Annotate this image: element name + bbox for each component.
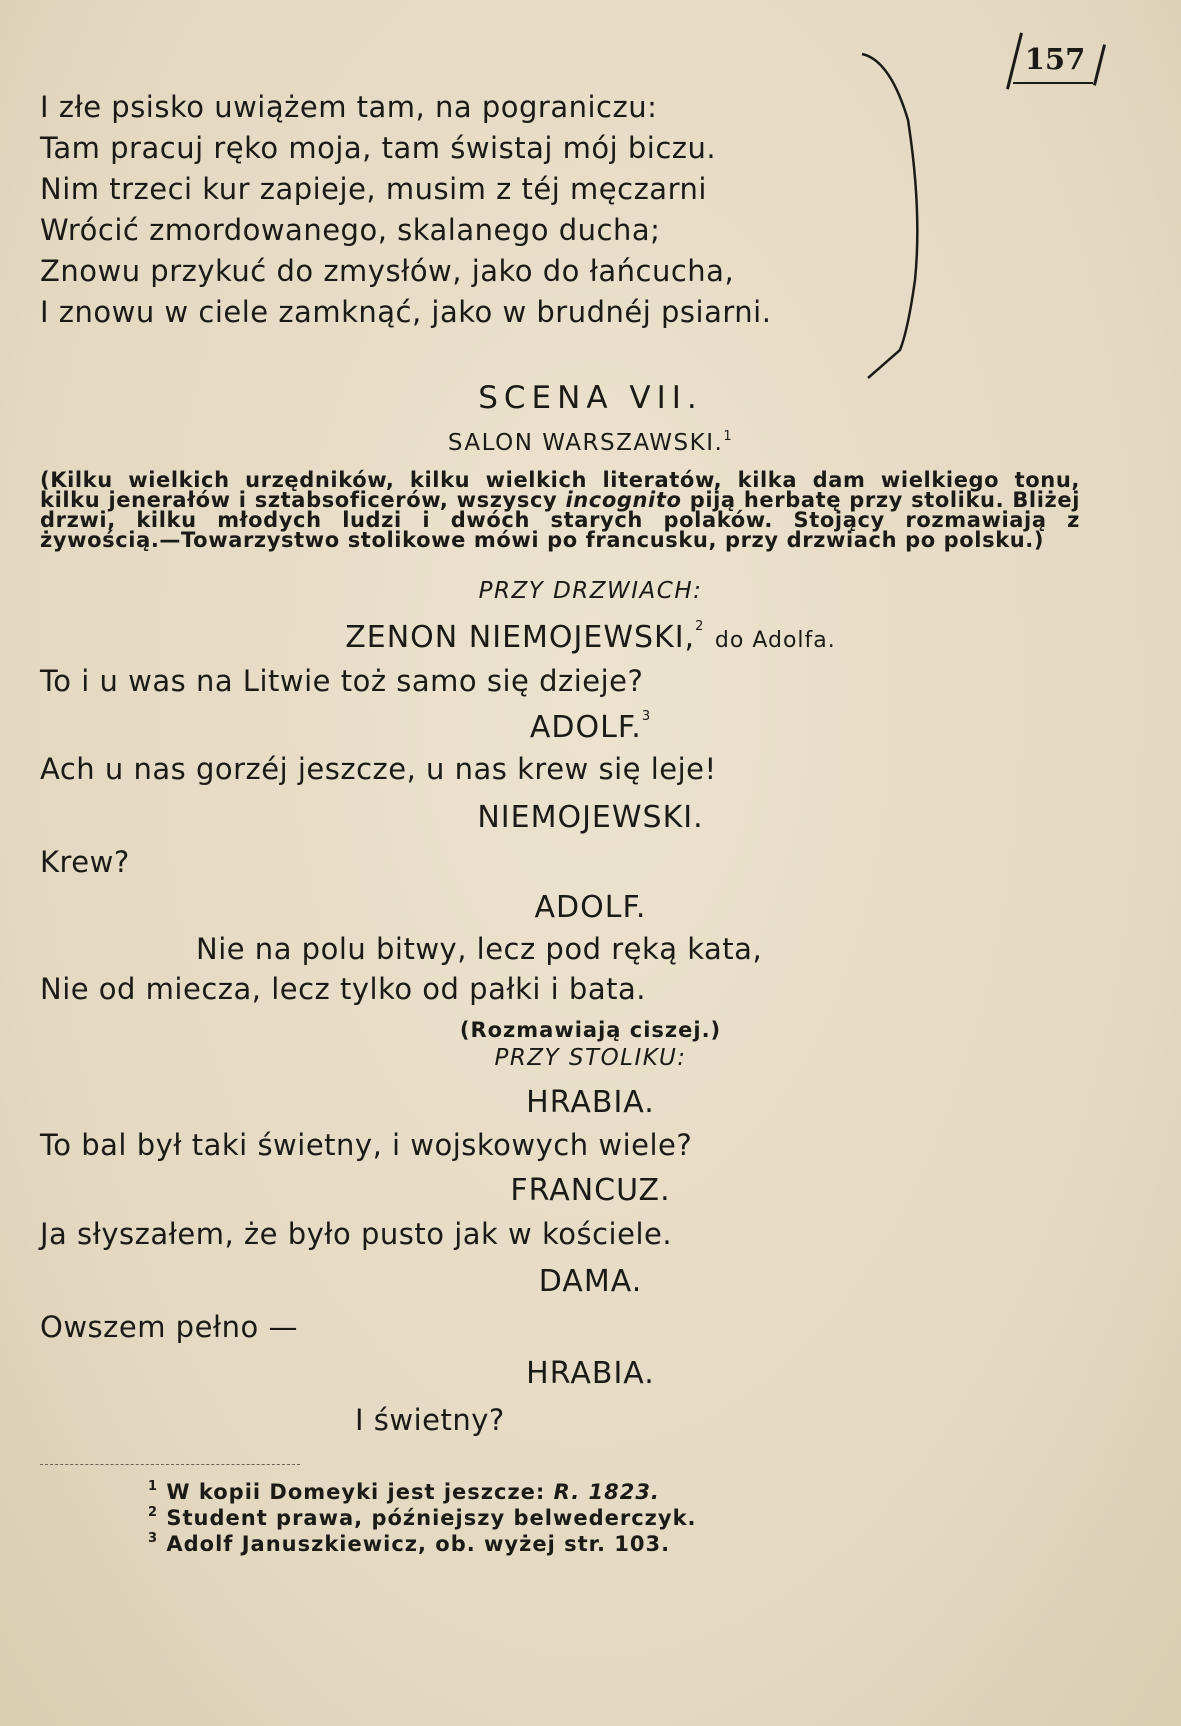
line-dama: Owszem pełno — (40, 1310, 299, 1344)
section-table: PRZY STOLIKU: (494, 1045, 687, 1071)
stage-direction-text-2: piją herbatę przy stoliku. Bliżej drzwi, kilku młodych ludzi i dwóch starych polaków. Stojący rozmawiają z żywością.—Towarzystwo stolikowe mówi po francusku, przy drzwiach po polsku.) (40, 488, 1080, 552)
footnote-2-text: Student prawa, późniejszy belwederczyk. (166, 1506, 697, 1530)
line-adolf-1: Ach u nas gorzéj jeszcze, u nas krew się leje! (40, 752, 717, 786)
line-hrabia-1: To bal był taki świetny, i wojskowych wiele? (40, 1128, 693, 1162)
page-number-slash-right (1093, 44, 1106, 85)
speaker-francuz: FRANCUZ. (510, 1173, 671, 1208)
scene-title: SCENA VII. (478, 380, 703, 416)
stage-direction-italic: incognito (565, 488, 682, 512)
scene-location-text: SALON WARSZAWSKI. (447, 430, 724, 456)
verse-line-2: Tam pracuj ręko moja, tam świstaj mój biczu. (40, 131, 717, 165)
speaker-niemojewski: NIEMOJEWSKI. (477, 800, 704, 835)
footnote-1 (148, 1480, 660, 1504)
page-number-underline (1013, 82, 1093, 84)
line-hrabia-2: I świetny? (355, 1403, 505, 1437)
speaker-adolf-1 (0, 710, 1181, 745)
verse-line-5: Znowu przykuć do zmysłów, jako do łańcucha, (40, 254, 735, 288)
footnote-separator (40, 1464, 300, 1465)
footnote-2 (148, 1506, 697, 1530)
verse-line-6: I znowu w ciele zamknąć, jako w brudnéj psiarni. (40, 295, 772, 329)
footnote-3-mark: 3 (148, 1531, 159, 1546)
speaker-adolf-1-name: ADOLF. (529, 710, 642, 745)
stage-direction (40, 470, 1080, 550)
verse-line-1: I złe psisko uwiążem tam, na pograniczu: (40, 90, 658, 124)
line-francuz: Ja słyszałem, że było pusto jak w kościele. (40, 1217, 673, 1251)
footnote-3 (148, 1532, 670, 1556)
page-number-slash-left (1006, 32, 1023, 89)
section-door: PRZY DRZWIACH: (478, 578, 703, 604)
page-number-text: 157 (1024, 42, 1086, 76)
verse-line-3: Nim trzeci kur zapieje, musim z téj męczarni (40, 172, 707, 206)
line-adolf-2b: Nie od miecza, lecz tylko od pałki i bata. (40, 972, 646, 1006)
stage-direction-text-1: (Kilku wielkich urzędników, kilku wielkich literatów, kilka dam wielkiego tonu, kilku jenerałów i sztabsoficerów, wszyscy (40, 468, 1080, 512)
pencil-bracket-mark (860, 50, 940, 380)
speaker-zenon-direction: do Adolfa. (714, 628, 836, 653)
footnote-1-mark: 1 (148, 1479, 159, 1494)
line-niemojewski: Krew? (40, 845, 130, 879)
verse-line-4: Wrócić zmordowanego, skalanego ducha; (40, 213, 661, 247)
speaker-zenon-name: ZENON NIEMOJEWSKI, (345, 620, 696, 655)
speaker-dama: DAMA. (538, 1264, 643, 1299)
footnote-1-italic: R. 1823. (553, 1480, 660, 1504)
speaker-zenon (0, 620, 1181, 655)
stage-quiet: (Rozmawiają ciszej.) (459, 1018, 722, 1042)
line-adolf-2a: Nie na polu bitwy, lecz pod ręką kata, (196, 932, 763, 966)
footnote-ref-1: 1 (723, 429, 734, 444)
footnote-2-mark: 2 (148, 1505, 159, 1520)
line-zenon: To i u was na Litwie toż samo się dzieje? (40, 664, 644, 698)
speaker-hrabia-1: HRABIA. (526, 1085, 655, 1120)
speaker-hrabia-2: HRABIA. (526, 1356, 655, 1391)
scene-location (0, 430, 1181, 456)
page-number (1005, 36, 1105, 86)
footnote-ref-2: 2 (695, 619, 705, 634)
footnote-1-text: W kopii Domeyki jest jeszcze: (166, 1480, 554, 1504)
speaker-adolf-2: ADOLF. (534, 890, 647, 925)
footnote-3-text: Adolf Januszkiewicz, ob. wyżej str. 103. (166, 1532, 671, 1556)
footnote-ref-3: 3 (641, 709, 652, 724)
